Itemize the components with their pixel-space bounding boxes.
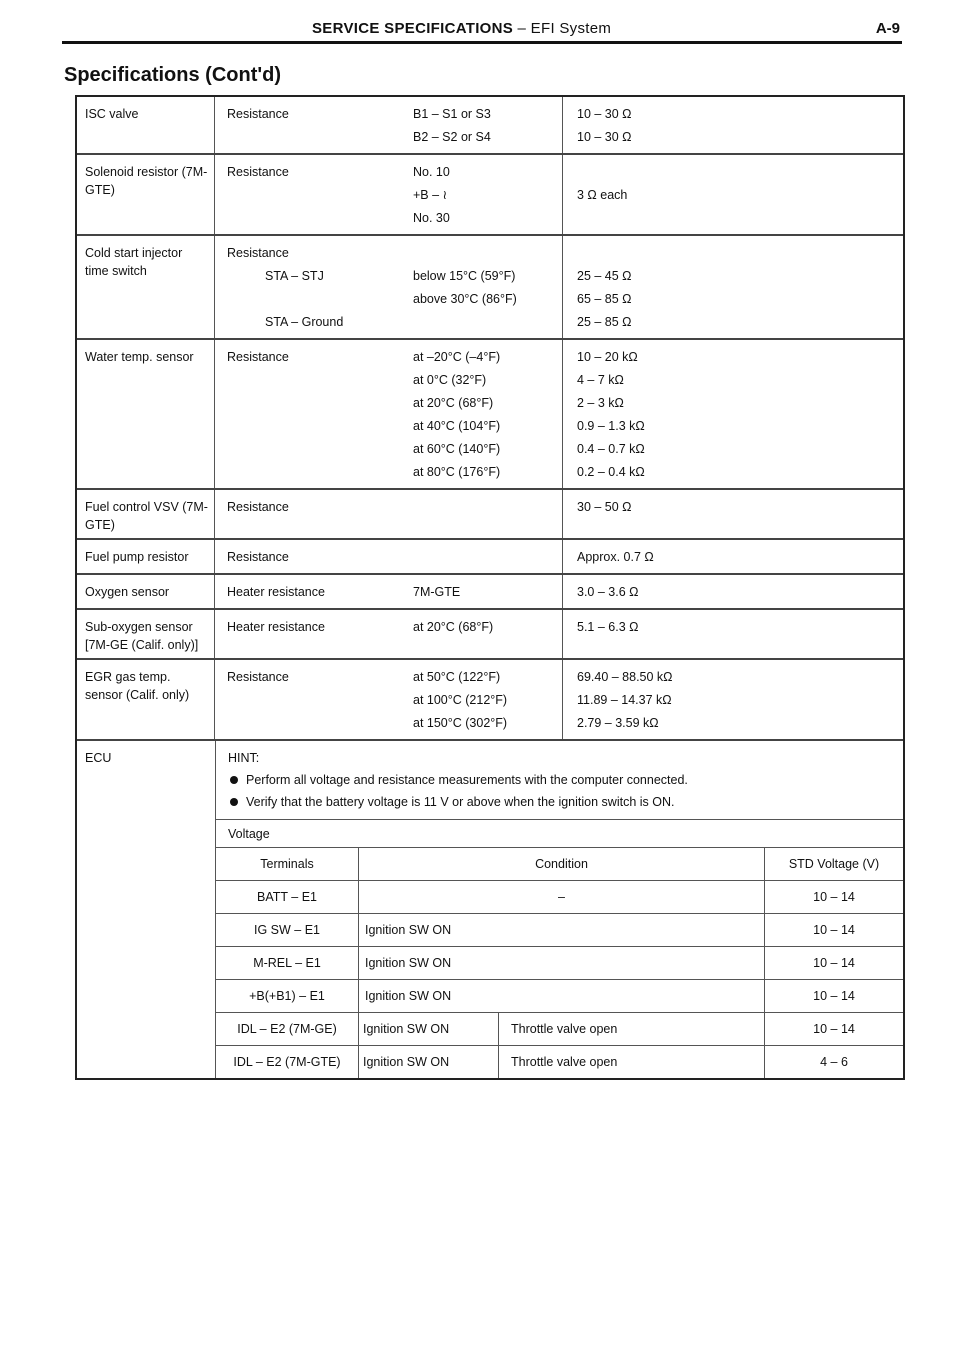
test-label: Resistance (227, 350, 289, 364)
bullet-icon (230, 798, 238, 806)
test-label: Resistance (227, 246, 289, 260)
test-condition: B2 – S2 or S4 (413, 130, 491, 144)
test-condition (413, 496, 556, 519)
test-label (227, 689, 413, 712)
test-condition (359, 1013, 765, 1046)
test-condition: at –20°C (–4°F) (413, 350, 501, 364)
spec-line (227, 496, 556, 519)
component-name: Cold start injector time switch (77, 236, 215, 338)
header-rule (62, 41, 902, 44)
test-label (227, 712, 413, 735)
spec-row (77, 540, 903, 575)
spec-value: 69.40 – 88.50 kΩ (577, 670, 673, 684)
voltage-header-row (216, 848, 903, 881)
spec-value-column (563, 236, 903, 338)
spec-line (227, 311, 556, 334)
std-voltage: 10 – 14 (765, 980, 904, 1013)
test-condition: at 40°C (104°F) (413, 419, 501, 433)
col-terminals: Terminals (216, 848, 359, 881)
voltage-row (216, 914, 903, 947)
test-label: Heater resistance (227, 620, 325, 634)
header-title (312, 20, 611, 37)
voltage-label: Voltage (216, 820, 903, 848)
std-voltage: 10 – 14 (765, 1013, 904, 1046)
component-name: Fuel pump resistor (77, 540, 215, 573)
condition-split (359, 1046, 764, 1078)
spec-value: 4 – 7 kΩ (577, 373, 624, 387)
component-name: Sub-oxygen sensor [7M-GE (Calif. only)] (77, 610, 215, 658)
test-condition: +B – ≀ (413, 188, 448, 202)
test-label: Resistance (227, 165, 289, 179)
header-system: EFI System (530, 20, 612, 37)
test-condition: at 150°C (302°F) (413, 716, 508, 730)
test-condition: No. 10 (413, 165, 450, 179)
spec-row (77, 236, 903, 340)
spec-row (77, 610, 903, 660)
terminal-pair: IG SW – E1 (216, 914, 359, 947)
component-name: Oxygen sensor (77, 575, 215, 608)
spec-value-column (563, 540, 903, 573)
test-condition (413, 242, 556, 265)
spec-value: 65 – 85 Ω (577, 292, 632, 306)
spec-value: 11.89 – 14.37 kΩ (577, 693, 672, 707)
spec-line (227, 461, 556, 484)
spec-line (227, 184, 556, 207)
spec-line (227, 616, 556, 639)
test-condition: Ignition SW ON (359, 980, 765, 1013)
spec-value: 2.79 – 3.59 kΩ (577, 716, 659, 730)
spec-line (227, 207, 556, 230)
spec-value: 25 – 85 Ω (577, 315, 632, 329)
ecu-row (77, 741, 903, 1078)
test-condition (359, 1046, 765, 1079)
spec-value: 3 Ω each (577, 188, 628, 202)
page-number: A-9 (875, 20, 900, 37)
component-name: ISC valve (77, 97, 215, 153)
test-label: STA – STJ (265, 269, 324, 283)
spec-value: 0.9 – 1.3 kΩ (577, 419, 645, 433)
test-label (227, 126, 413, 149)
spec-line (227, 161, 556, 184)
hint-title: HINT: (228, 751, 260, 765)
test-column (215, 155, 563, 234)
terminal-pair: M-REL – E1 (216, 947, 359, 980)
test-column (215, 236, 563, 338)
test-label: Resistance (227, 670, 289, 684)
hint-block (216, 741, 903, 820)
header-dash: – (513, 20, 531, 37)
spec-value-column (563, 340, 903, 488)
spec-table (75, 95, 905, 1080)
spec-value: 2 – 3 kΩ (577, 396, 624, 410)
condition-secondary: Throttle valve open (511, 1021, 618, 1036)
spec-line (227, 288, 556, 311)
spec-line (227, 265, 556, 288)
component-name: EGR gas temp. sensor (Calif. only) (77, 660, 215, 739)
test-label: STA – Ground (265, 315, 344, 329)
spec-value: Approx. 0.7 Ω (577, 550, 654, 564)
spec-value (577, 242, 897, 265)
std-voltage: 10 – 14 (765, 947, 904, 980)
test-condition: at 0°C (32°F) (413, 373, 487, 387)
test-label: Heater resistance (227, 585, 325, 599)
spec-line (227, 438, 556, 461)
test-label: Resistance (227, 107, 289, 121)
spec-value-column (563, 155, 903, 234)
std-voltage: 10 – 14 (765, 881, 904, 914)
spec-value: 30 – 50 Ω (577, 500, 632, 514)
test-condition: at 60°C (140°F) (413, 442, 501, 456)
test-column (215, 540, 563, 573)
spec-value: 10 – 20 kΩ (577, 350, 638, 364)
spec-line (227, 103, 556, 126)
spec-row (77, 490, 903, 540)
terminal-pair: IDL – E2 (7M-GTE) (216, 1046, 359, 1079)
spec-value (577, 161, 897, 184)
section-title: Specifications (Cont'd) (64, 64, 281, 86)
spec-line (227, 666, 556, 689)
test-column (215, 490, 563, 538)
spec-row (77, 660, 903, 741)
test-condition: – (359, 881, 765, 914)
std-voltage: 10 – 14 (765, 914, 904, 947)
spec-value: 0.2 – 0.4 kΩ (577, 465, 645, 479)
test-condition: at 80°C (176°F) (413, 465, 501, 479)
test-condition: No. 30 (413, 211, 450, 225)
component-name: Water temp. sensor (77, 340, 215, 488)
spec-row (77, 340, 903, 490)
component-name: Fuel control VSV (7M-GTE) (77, 490, 215, 538)
test-label: Resistance (227, 500, 289, 514)
test-condition: 7M-GTE (413, 585, 461, 599)
ecu-details (215, 741, 903, 1078)
hint-item (228, 791, 893, 813)
voltage-row (216, 1013, 903, 1046)
hint-item (228, 769, 893, 791)
condition-secondary: Throttle valve open (511, 1054, 618, 1069)
spec-value-column (563, 575, 903, 608)
header-title-main: SERVICE SPECIFICATIONS (312, 20, 514, 37)
test-label: Resistance (227, 550, 289, 564)
spec-value-column (563, 97, 903, 153)
terminal-pair: +B(+B1) – E1 (216, 980, 359, 1013)
voltage-row (216, 881, 903, 914)
spec-value-column (563, 610, 903, 658)
test-condition: B1 – S1 or S3 (413, 107, 491, 121)
bullet-icon (230, 776, 238, 784)
spec-value: 3.0 – 3.6 Ω (577, 585, 639, 599)
spec-line (227, 689, 556, 712)
test-label (227, 369, 413, 392)
test-condition: Ignition SW ON (359, 947, 765, 980)
spec-value: 10 – 30 Ω (577, 130, 632, 144)
voltage-row (216, 980, 903, 1013)
spec-value-column (563, 490, 903, 538)
spec-value: 0.4 – 0.7 kΩ (577, 442, 645, 456)
test-column (215, 97, 563, 153)
spec-row (77, 575, 903, 610)
voltage-row (216, 1046, 903, 1079)
test-label (227, 207, 413, 230)
col-condition: Condition (359, 848, 765, 881)
spec-line (227, 392, 556, 415)
test-condition: above 30°C (86°F) (413, 292, 517, 306)
terminal-pair: BATT – E1 (216, 881, 359, 914)
test-label (227, 415, 413, 438)
hint-text: Verify that the battery voltage is 11 V or above when the ignition switch is ON. (246, 795, 675, 809)
spec-line (227, 242, 556, 265)
spec-value: 5.1 – 6.3 Ω (577, 620, 639, 634)
spec-value-column (563, 660, 903, 739)
test-label (227, 184, 413, 207)
spec-row (77, 155, 903, 236)
test-condition: Ignition SW ON (359, 914, 765, 947)
test-condition: below 15°C (59°F) (413, 269, 516, 283)
spec-row (77, 97, 903, 155)
test-column (215, 340, 563, 488)
component-name: ECU (85, 751, 112, 765)
spec-line (227, 546, 556, 569)
condition-split (359, 1013, 764, 1045)
spec-line (227, 581, 556, 604)
test-condition: at 50°C (122°F) (413, 670, 501, 684)
spec-line (227, 369, 556, 392)
test-condition (413, 546, 556, 569)
std-voltage: 4 – 6 (765, 1046, 904, 1079)
test-condition (413, 311, 556, 334)
terminal-pair: IDL – E2 (7M-GE) (216, 1013, 359, 1046)
spec-value: 25 – 45 Ω (577, 269, 632, 283)
col-std-voltage: STD Voltage (V) (765, 848, 904, 881)
spec-line (227, 346, 556, 369)
test-condition: at 20°C (68°F) (413, 620, 494, 634)
test-condition: at 100°C (212°F) (413, 693, 508, 707)
hint-text: Perform all voltage and resistance measurements with the computer connected. (246, 773, 688, 787)
voltage-table (216, 848, 903, 1078)
test-column (215, 610, 563, 658)
page-header (62, 18, 902, 42)
spec-line (227, 415, 556, 438)
test-column (215, 660, 563, 739)
condition-primary: Ignition SW ON (359, 1013, 499, 1045)
condition-primary: Ignition SW ON (359, 1046, 499, 1078)
spec-line (227, 126, 556, 149)
test-label (227, 288, 413, 311)
test-column (215, 575, 563, 608)
spec-line (227, 712, 556, 735)
component-name: Solenoid resistor (7M-GTE) (77, 155, 215, 234)
test-label (227, 392, 413, 415)
test-condition: at 20°C (68°F) (413, 396, 494, 410)
spec-value: 10 – 30 Ω (577, 107, 632, 121)
voltage-row (216, 947, 903, 980)
spec-value (577, 207, 897, 230)
test-label (227, 461, 413, 484)
test-label (227, 438, 413, 461)
